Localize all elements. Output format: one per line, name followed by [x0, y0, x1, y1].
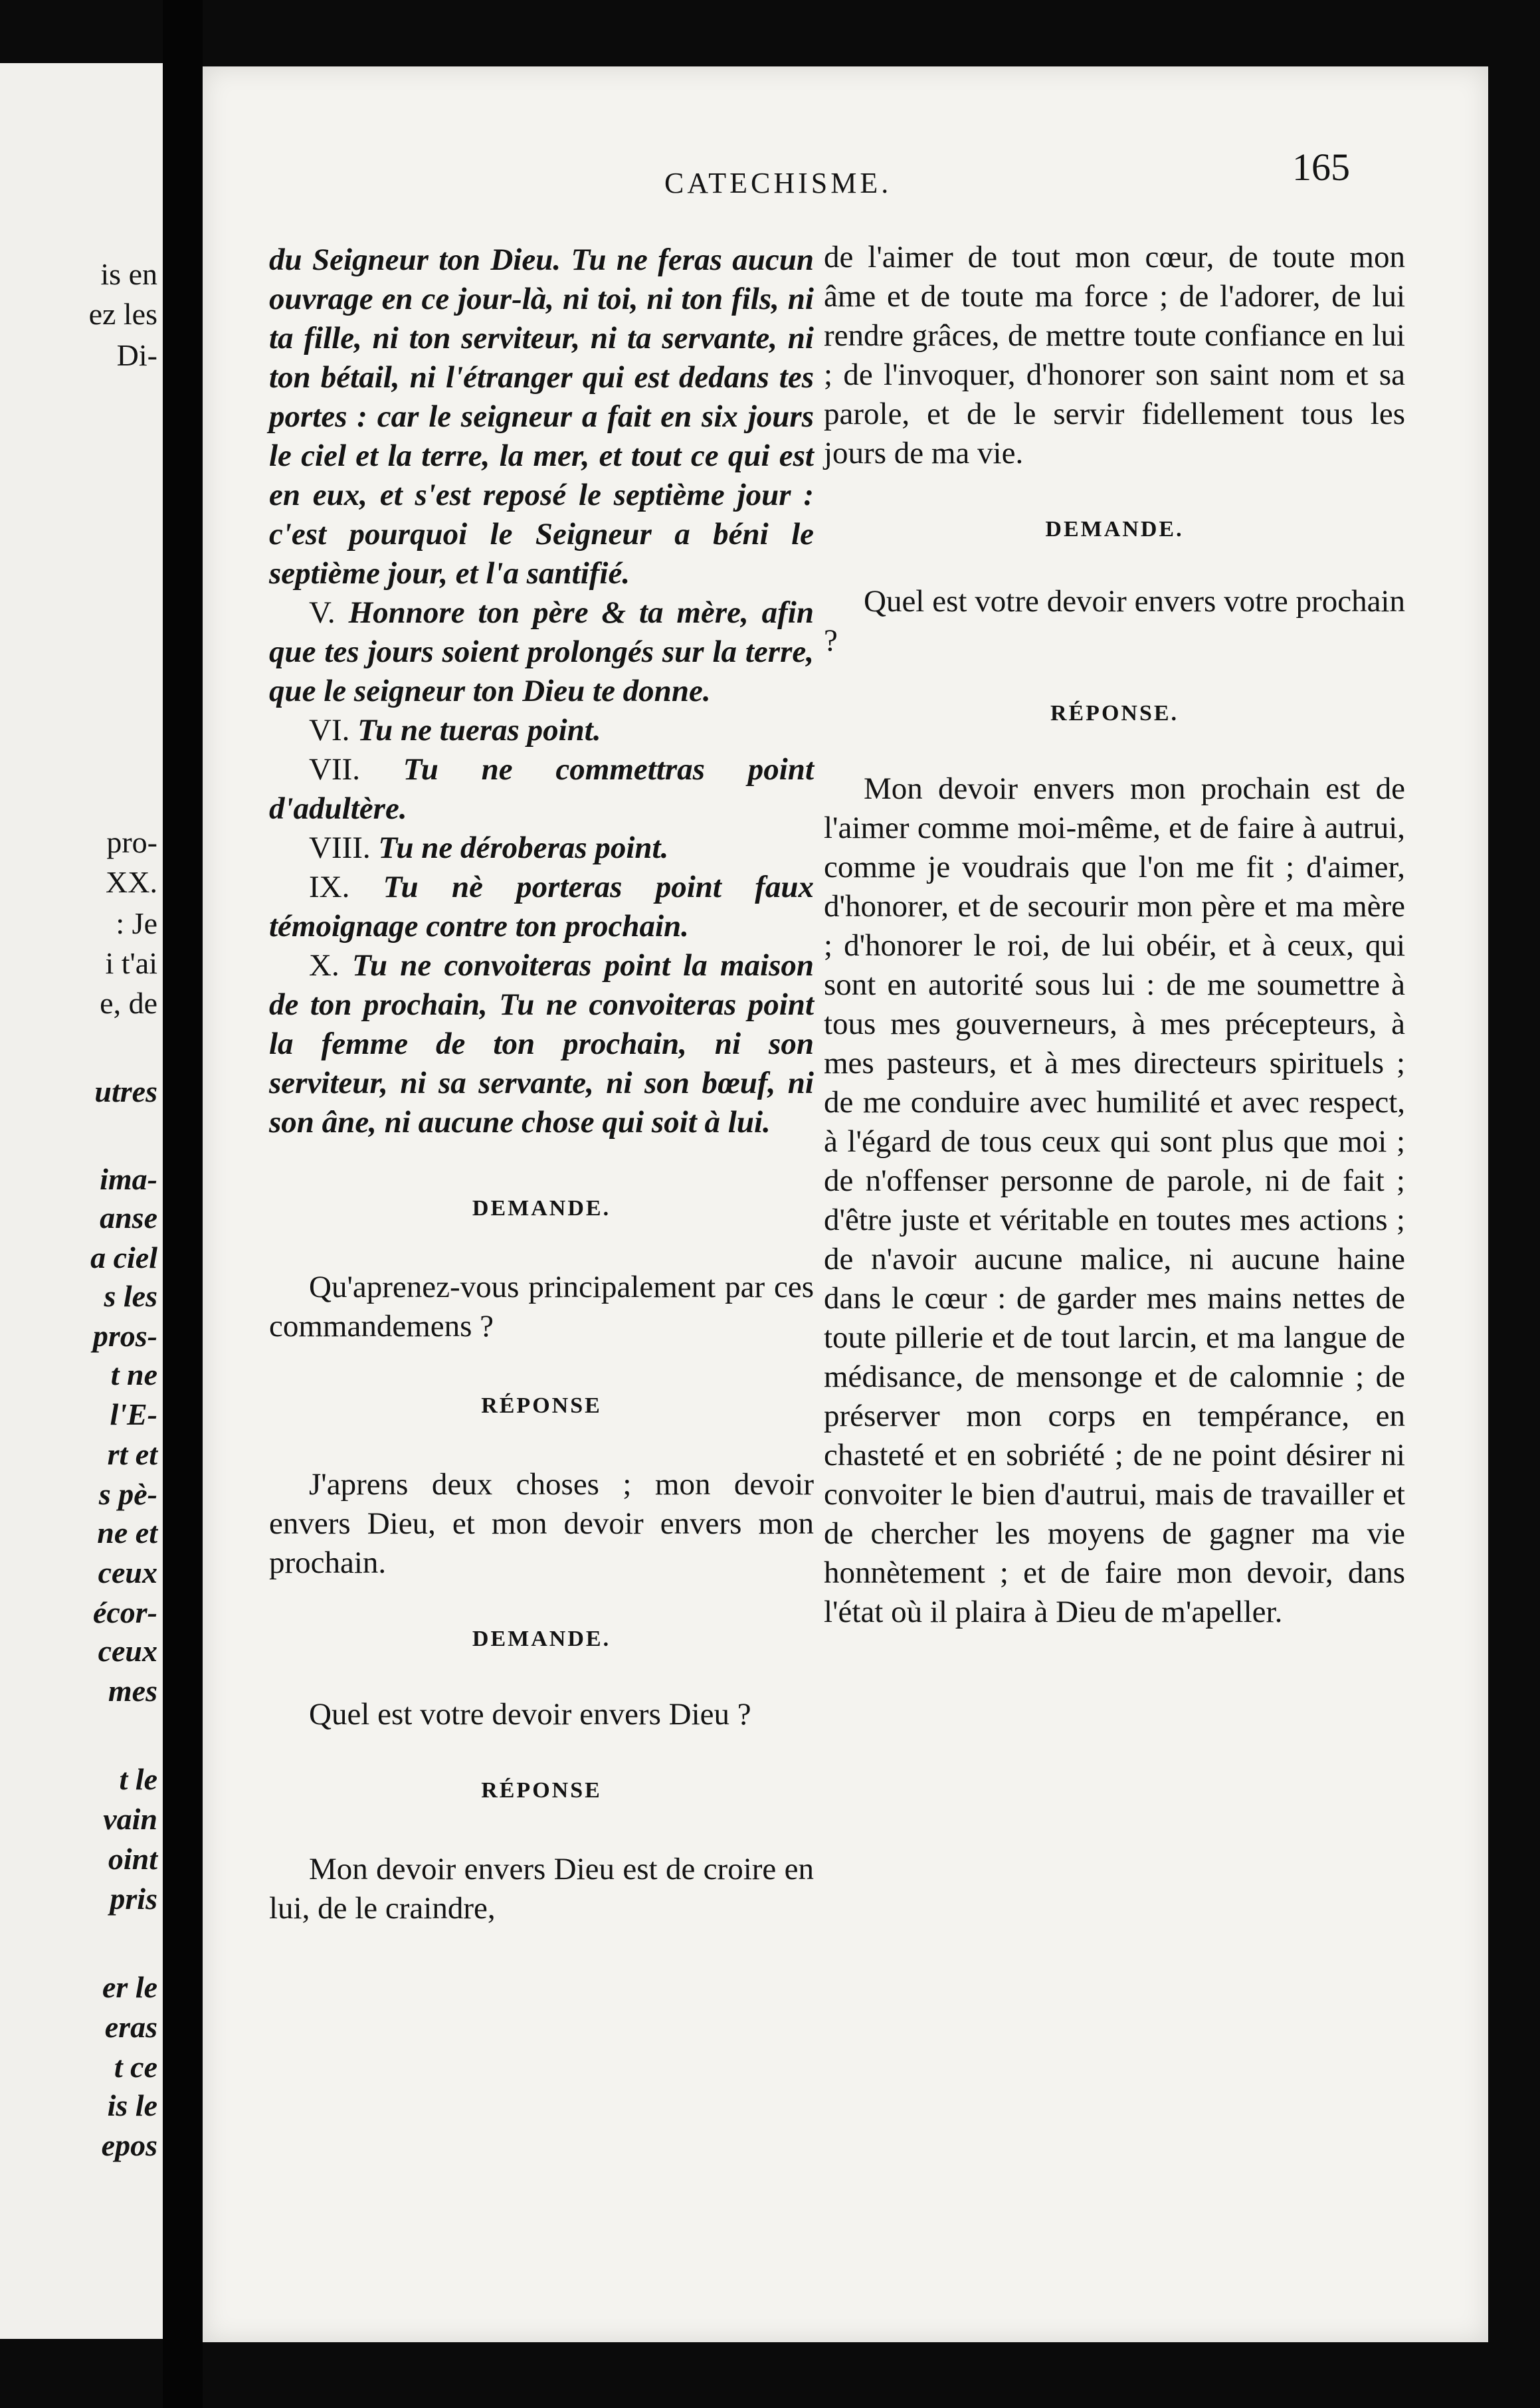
left-page-text-fragment: t ne: [110, 1357, 157, 1391]
left-page-text-fragment: eras: [104, 2010, 157, 2044]
left-page-text-fragment: Di-: [116, 338, 157, 372]
answer-label: RÉPONSE.: [1050, 701, 1179, 726]
left-page-text-fragment: pros-: [92, 1319, 157, 1353]
answer-text: Mon devoir envers mon prochain est de l'aimer comme moi-même, et de faire à autrui, comme je voudrais que l'on me fit ; d'aimer, d'honorer, et de secourir mon père et ma mère ; d'honorer le roi, de lui obéir, et à ceux, qui sont en autorité sous lui : de me soumettre à tous mes gouverneurs, à mes précepteurs, à mes pasteurs, et à mes directeurs spirituels ; de me conduire avec humilité et avec respect, à l'égard de tous ceux qui sont plus que moi ; de n'offenser personne de parole, ni de fait ; d'être juste et véritable en toutes mes actions ; de n'avoir aucune malice, ni aucune haine dans le cœur : de garder mes mains nettes de toute pillerie et de tout larcin, et ma langue de médisance, de mensonge et de calomnie ; de préserver mon corps en tempérance, en chasteté et en sobriété ; de ne point désirer ni convoiter le bien d'autrui, mais de travailler et de chercher les moyens de gagner ma vie honnètement ; et de faire mon devoir, dans l'état où il plaira à Dieu de m'apeller.: [824, 771, 1405, 1629]
commandment-v: V. Honnore ton père & ta mère, afin que tes jours soient prolongés sur la terre, que le seigneur ton Dieu te donne.: [269, 595, 815, 708]
left-page-text-fragment: i t'ai: [105, 946, 157, 980]
left-page-text-fragment: a ciel: [90, 1241, 157, 1274]
left-page-text-fragment: ne et: [97, 1516, 157, 1550]
left-page-text-fragment: mes: [108, 1674, 157, 1708]
left-page-text-fragment: s les: [104, 1279, 157, 1313]
commandment-x: X. Tu ne convoiteras point la maison de ton prochain, Tu ne convoiteras point la femme de ton prochain, ni son serviteur, ni sa servante, ni son bœuf, ni son âne, ni aucune chose qui soit à lui.: [269, 948, 814, 1140]
running-header: CATECHISME.: [664, 167, 892, 199]
left-page-text-fragment: er le: [102, 1970, 157, 2004]
commandment-ix: IX. Tu nè porteras point faux témoignage contre ton prochain.: [269, 870, 814, 944]
left-page-text-fragment: vain: [103, 1802, 157, 1836]
question-label: DEMANDE.: [472, 1627, 611, 1651]
book-page: [203, 66, 1488, 2342]
question-label: DEMANDE.: [1045, 517, 1184, 542]
left-page-text-fragment: pro-: [106, 825, 157, 859]
answer-label: RÉPONSE: [481, 1393, 602, 1418]
commandment-iv-continued: du Seigneur ton Dieu. Tu ne feras aucun ouvrage en ce jour-là, ni toi, ni ton fils, ni ta fille, ni ton serviteur, ni ta servante, ni ton bétail, ni l'étranger qui est dedans tes portes : car le seigneur a fait en six jours le ciel et la terre, la mer, et tout ce qui est en eux, et s'est reposé le septième jour : c'est pourquoi le Seigneur a béni le septième jour, et l'a santifié.: [269, 243, 814, 591]
commandment-vii: VII. Tu ne commettras point d'adultère.: [269, 752, 814, 826]
left-page-text-fragment: ceux: [98, 1555, 157, 1589]
left-page-text-fragment: e, de: [100, 986, 157, 1020]
left-page-text-fragment: is le: [107, 2088, 157, 2122]
page-number: 165: [1292, 146, 1350, 189]
left-page-text-fragment: ceux: [98, 1634, 157, 1668]
left-page-text-fragment: écor-: [92, 1595, 157, 1629]
left-page-text-fragment: t le: [119, 1762, 157, 1796]
left-column: [269, 241, 814, 1928]
commandment-viii: VIII. Tu ne déroberas point.: [309, 831, 669, 865]
question-label: DEMANDE.: [472, 1196, 611, 1221]
answer-text: Mon devoir envers Dieu est de croire en lui, de le craindre,: [269, 1852, 814, 1926]
answer-text-continued: de l'aimer de tout mon cœur, de toute mon âme et de toute ma force ; de l'adorer, de lui rendre grâces, de mettre toute confiance en lui ; de l'invoquer, d'honorer son saint nom et sa parole, et de le servir fidellement tous les jours de ma vie.: [824, 240, 1405, 470]
left-page-text-fragment: ima-: [100, 1162, 157, 1196]
left-page-text-fragment: utres: [94, 1074, 157, 1108]
question-text: Quel est votre devoir envers Dieu ?: [309, 1697, 751, 1732]
left-page-text-fragment: ez les: [88, 297, 157, 331]
question-text: Quel est votre devoir envers votre prochain ?: [824, 584, 1405, 658]
answer-text: J'aprens deux choses ; mon devoir envers Dieu, et mon devoir envers mon prochain.: [269, 1467, 814, 1580]
left-page-text-fragment: epos: [101, 2128, 157, 2162]
left-page-fragment: [0, 63, 163, 2339]
question-text: Qu'aprenez-vous principalement par ces commandemens ?: [269, 1270, 814, 1344]
left-page-text-fragment: is en: [100, 257, 157, 291]
left-page-text-fragment: pris: [110, 1882, 157, 1916]
left-page-text-fragment: rt et: [107, 1437, 157, 1471]
left-page-text-fragment: anse: [100, 1201, 157, 1235]
left-page-text-fragment: oint: [108, 1842, 157, 1876]
commandment-vi: VI. Tu ne tueras point.: [309, 713, 601, 748]
left-page-text-fragment: XX.: [106, 865, 157, 899]
answer-label: RÉPONSE: [481, 1778, 602, 1803]
left-page-text-fragment: s pè-: [98, 1477, 157, 1511]
book-gutter: [163, 0, 203, 2408]
left-page-text-fragment: : Je: [116, 906, 157, 940]
right-column: [824, 238, 1405, 1632]
left-page-text-fragment: l'E-: [110, 1397, 157, 1431]
left-page-text-fragment: t ce: [114, 2050, 157, 2084]
